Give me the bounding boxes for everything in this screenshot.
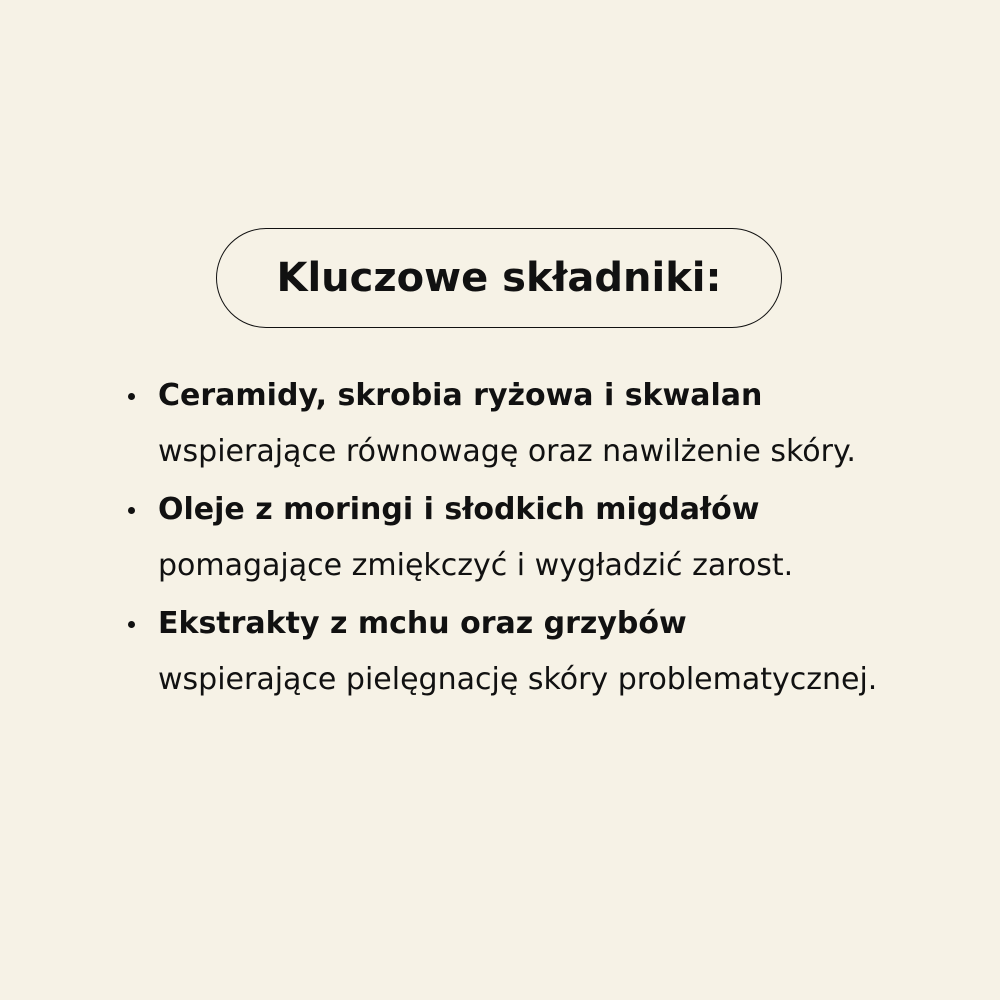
- item-description: wspierające pielęgnację skóry problematycznej.: [158, 662, 878, 697]
- bullet-icon: [128, 393, 135, 400]
- bullet-icon: [128, 621, 135, 628]
- list-item: [125, 368, 925, 480]
- heading-text: Kluczowe składniki:: [276, 255, 722, 301]
- item-description: pomagające zmiękczyć i wygładzić zarost.: [158, 548, 794, 583]
- heading-pill: [216, 228, 782, 328]
- item-title: Oleje z moringi i słodkich migdałów: [158, 492, 760, 527]
- item-title: Ekstrakty z mchu oraz grzybów: [158, 606, 687, 641]
- bullet-icon: [128, 507, 135, 514]
- item-description: wspierające równowagę oraz nawilżenie skóry.: [158, 434, 856, 469]
- ingredients-list: [125, 368, 925, 710]
- list-item: [125, 596, 925, 708]
- list-item: [125, 482, 925, 594]
- item-title: Ceramidy, skrobia ryżowa i skwalan: [158, 378, 763, 413]
